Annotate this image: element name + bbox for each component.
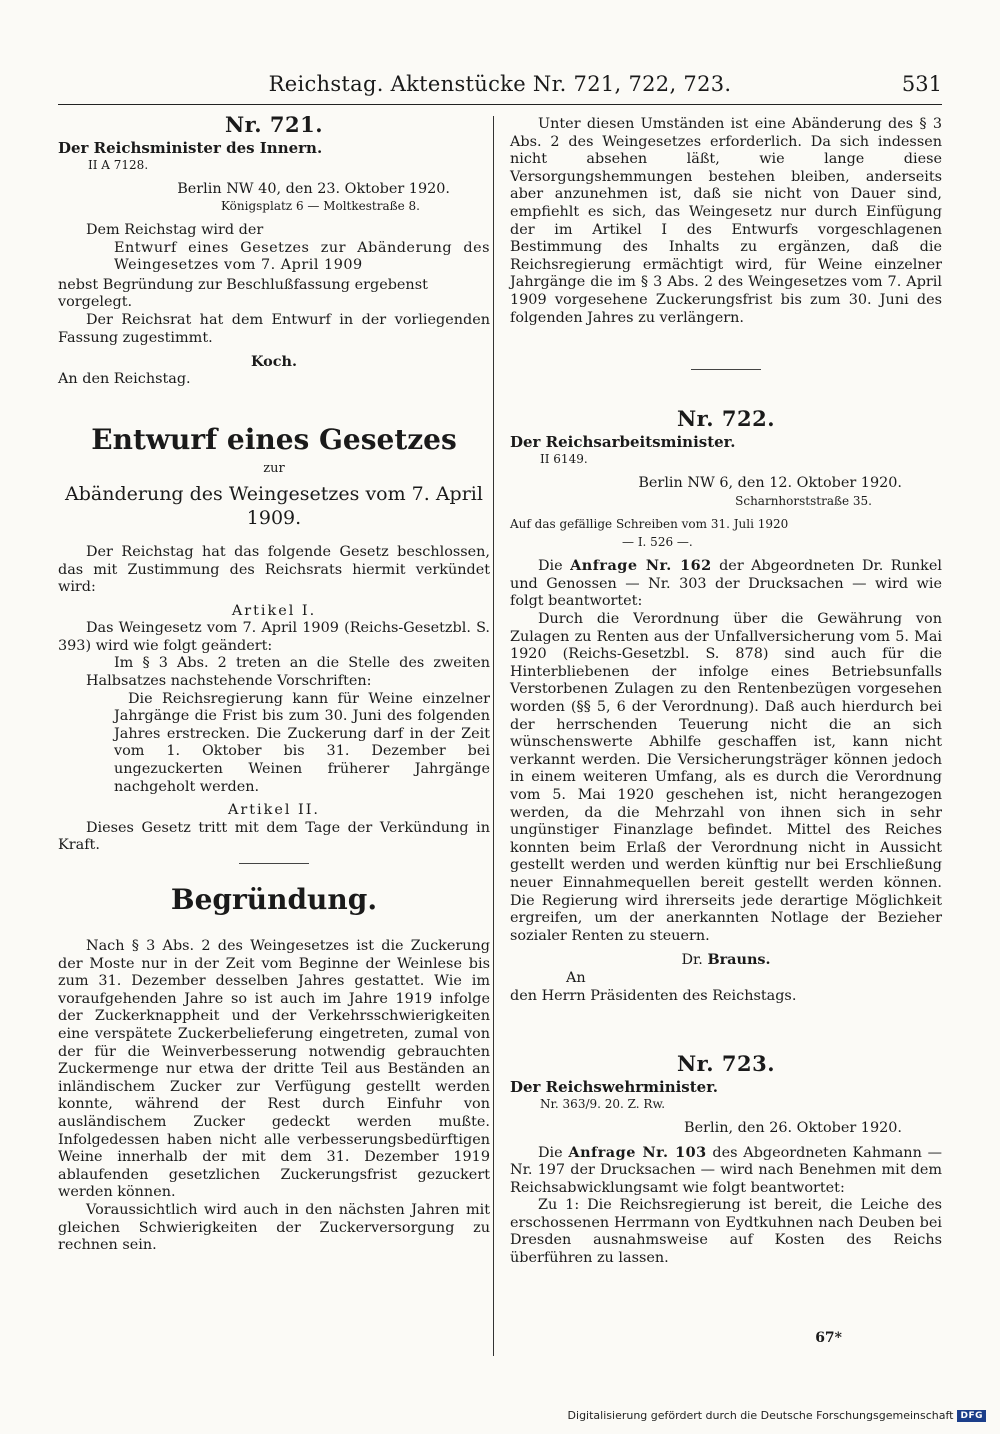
section-rule — [691, 369, 761, 370]
text: der Abgeordneten Dr. Runkel und Genossen — Nr. 303 der Drucksachen — wird wie folgt beantwortet: — [510, 558, 943, 610]
date-721: Berlin NW 40, den 23. Oktober 1920. — [177, 180, 450, 197]
recipient-721: An den Reichstag. — [58, 370, 191, 387]
reference-722: II 6149. — [540, 452, 588, 467]
column-divider — [493, 116, 494, 1356]
recipient-722-an: An — [566, 969, 586, 986]
sheet-signature: 67* — [815, 1330, 842, 1346]
section-rule — [239, 863, 309, 864]
text: Die — [538, 1144, 569, 1161]
article-2-heading: Artikel II. — [227, 802, 320, 819]
paragraph: Die Reichsregierung kann für Weine einzelner Jahrgänge die Frist bis zum 30. Juni des folgenden Jahres erstrecken. Die Zuckerung darf in der Zeit vom 1. Oktober bis 31. Dezember bei ungezuckerten Weinen früherer Jahrgänge nachgeholt werden. — [114, 690, 490, 795]
signature-722 — [510, 951, 942, 970]
running-title: Reichstag. Aktenstücke Nr. 721, 722, 723. — [268, 72, 732, 96]
bill-title-zur: zur — [263, 461, 285, 477]
doc-number-722: Nr. 722. — [676, 406, 776, 432]
begruendung-heading: Begründung. — [170, 883, 378, 916]
address-722: Scharnhorststraße 35. — [735, 493, 872, 508]
paragraph: Voraussichtlich wird auch in den nächsten Jahren mit gleichen Schwierigkeiten der Zuckerversorgung zu rechnen sein. — [58, 1201, 490, 1254]
paragraph: Der Reichsrat hat dem Entwurf in der vorliegenden Fassung zugestimmt. — [58, 311, 490, 346]
reference-letter-number: — I. 526 —. — [622, 534, 693, 549]
page-header — [58, 70, 942, 105]
address-721: Königsplatz 6 — Moltkestraße 8. — [221, 199, 420, 214]
page-number: 531 — [901, 72, 942, 96]
left-column — [58, 112, 490, 1255]
paragraph: Dem Reichstag wird der — [86, 221, 264, 238]
paragraph: Dieses Gesetz tritt mit dem Tage der Verkündung in Kraft. — [58, 819, 490, 854]
paragraph: Das Weingesetz vom 7. April 1909 (Reichs-Gesetzbl. S. 393) wird wie folgt geändert: — [58, 620, 490, 654]
recipient-722: den Herrn Präsidenten des Reichstags. — [510, 987, 797, 1004]
paragraph: Nach § 3 Abs. 2 des Weingesetzes ist die Zuckerung der Moste nur in der Zeit vom Beginne der Weinlese bis zum 31. Dezember desselben Jahres gestattet. Wie im voraufgehenden Jahre so ist auch im Jahre 1919 infolge der Zuckerknappheit und der Verkehrsschwierigkeiten eine verspätete Zuckerbelieferung eingetreten, zumal von der für die Weinverbesserung notwendig gebrauchten Zuckermenge nur etwa der dritte Teil aus Beständen an inländischem Zucker zur Verfügung gestellt werden konnte, während der Rest durch Einfuhr von ausländischem Zucker gedeckt werden mußte. Infolgedessen haben nicht alle verbesserungsbedürftigen Weine innerhalb der mit dem 31. Dezember 1919 ablaufenden gesetzlichen Zuckerungsfrist gezuckert werden können. — [58, 938, 490, 1201]
paragraph — [510, 1144, 942, 1198]
date-723: Berlin, den 26. Oktober 1920. — [684, 1119, 902, 1136]
sender-722: Der Reichsarbeitsminister. — [510, 432, 736, 451]
article-1-heading: Artikel I. — [231, 602, 317, 619]
doc-number-723: Nr. 723. — [676, 1051, 776, 1077]
paragraph: Unter diesen Umständen ist eine Abänderung des § 3 Abs. 2 des Weingesetzes erforderlich. Da sich indessen nicht absehen läßt, wie lange diese Versorgungshemmungen bestehen bleiben, anderseits aber anzunehmen ist, daß sie nicht von Dauer sind, empfiehlt es sich, das Weingesetz nur durch Einfügung der im Artikel I des Entwurfs vorgeschlagenen Bestimmung des Inhalts zu ergänzen, daß die Reichsregierung ermächtigt wird, für Weine einzelner Jahrgänge die im § 3 Abs. 2 des Weingesetzes vom 7. April 1909 vorgesehene Zuckerungsfrist bis zum 30. Juni des folgenden Jahres zu verlängern. — [510, 116, 942, 326]
paragraph: Zu 1: Die Reichsregierung ist bereit, die Leiche des erschossenen Herrmann von Eydtkuhnen nach Deuben bei Dresden ausnahmsweise auf Kosten des Reichs überführen zu lassen. — [510, 1197, 942, 1267]
bill-subtitle: Abänderung des Weingesetzes vom 7. April 1909. — [65, 482, 483, 529]
text: Dr. — [681, 952, 708, 969]
right-column — [510, 116, 942, 1268]
sender-721: Der Reichsminister des Innern. — [58, 138, 323, 157]
doc-number-721: Nr. 721. — [224, 112, 324, 137]
bill-title: Entwurf eines Gesetzes — [91, 423, 457, 457]
paragraph: Im § 3 Abs. 2 treten an die Stelle des zweiten Halbsatzes nachstehende Vorschriften: — [86, 655, 490, 690]
date-722: Berlin NW 6, den 12. Oktober 1920. — [638, 474, 902, 491]
text: des Abgeordneten Kahmann — Nr. 197 der Drucksachen — wird nach Benehmen mit dem Reichsabwicklungsamt wie folgt beantwortet: — [510, 1144, 942, 1196]
signature-name: Brauns. — [707, 951, 771, 969]
inquiry-number: Anfrage Nr. 103 — [568, 1143, 707, 1161]
paragraph: Durch die Verordnung über die Gewährung von Zulagen zu Renten aus der Unfallversicherung vom 5. Mai 1920 (Reichs-Gesetzbl. S. 878) sind auch für die Hinterbliebenen der infolge eines Betriebsunfalls Verstorbenen Zulagen zu den Rentenbezügen vorgesehen worden (§§ 5, 6 der Verordnung). Daß auch hierdurch bei der herrschenden Teuerung nicht die an sich wünschenswerte Abhilfe geschaffen ist, kann nicht verkannt werden. Die Versicherungsträger können jedoch in einem weiteren Umfang, als es durch die Verordnung vom 5. Mai 1920 geschehen ist, nicht herangezogen werden, da die Mehrzahl von ihnen sich in sehr ungünstiger Finanzlage befindet. Mittel des Reiches konnten beim Erlaß der Verordnung nicht in Aussicht gestellt werden und werden künftig nur bei Erschließung neuer Einnahmequellen bereit gestellt werden können. Die Regierung wird ihrerseits jede derartige Möglichkeit ergreifen, um der anerkannten Notlage der Bezieher sozialer Renten zu steuern. — [510, 611, 942, 944]
paragraph — [510, 557, 942, 611]
text: Die — [538, 558, 571, 575]
reference-letter: Auf das gefällige Schreiben vom 31. Juli 1920 — [510, 517, 789, 532]
signature-721: Koch. — [250, 353, 298, 371]
inquiry-number: Anfrage Nr. 162 — [570, 557, 712, 575]
bill-title-inline: Entwurf eines Gesetzes zur Abänderung des Weingesetzes vom 7. April 1909 — [114, 239, 490, 274]
sender-723: Der Reichswehrminister. — [510, 1077, 718, 1096]
footer-text: Digitalisierung gefördert durch die Deutsche Forschungsgemeinschaft — [567, 1409, 954, 1422]
dfg-logo-icon: DFG — [957, 1410, 986, 1422]
paragraph: Der Reichstag hat das folgende Gesetz beschlossen, das mit Zustimmung des Reichsrats hiermit verkündet wird: — [58, 543, 490, 596]
digitization-footer — [568, 1409, 986, 1422]
reference-721: II A 7128. — [88, 158, 149, 173]
reference-723: Nr. 363/9. 20. Z. Rw. — [540, 1097, 666, 1112]
paragraph: nebst Begründung zur Beschlußfassung ergebenst vorgelegt. — [58, 276, 428, 311]
